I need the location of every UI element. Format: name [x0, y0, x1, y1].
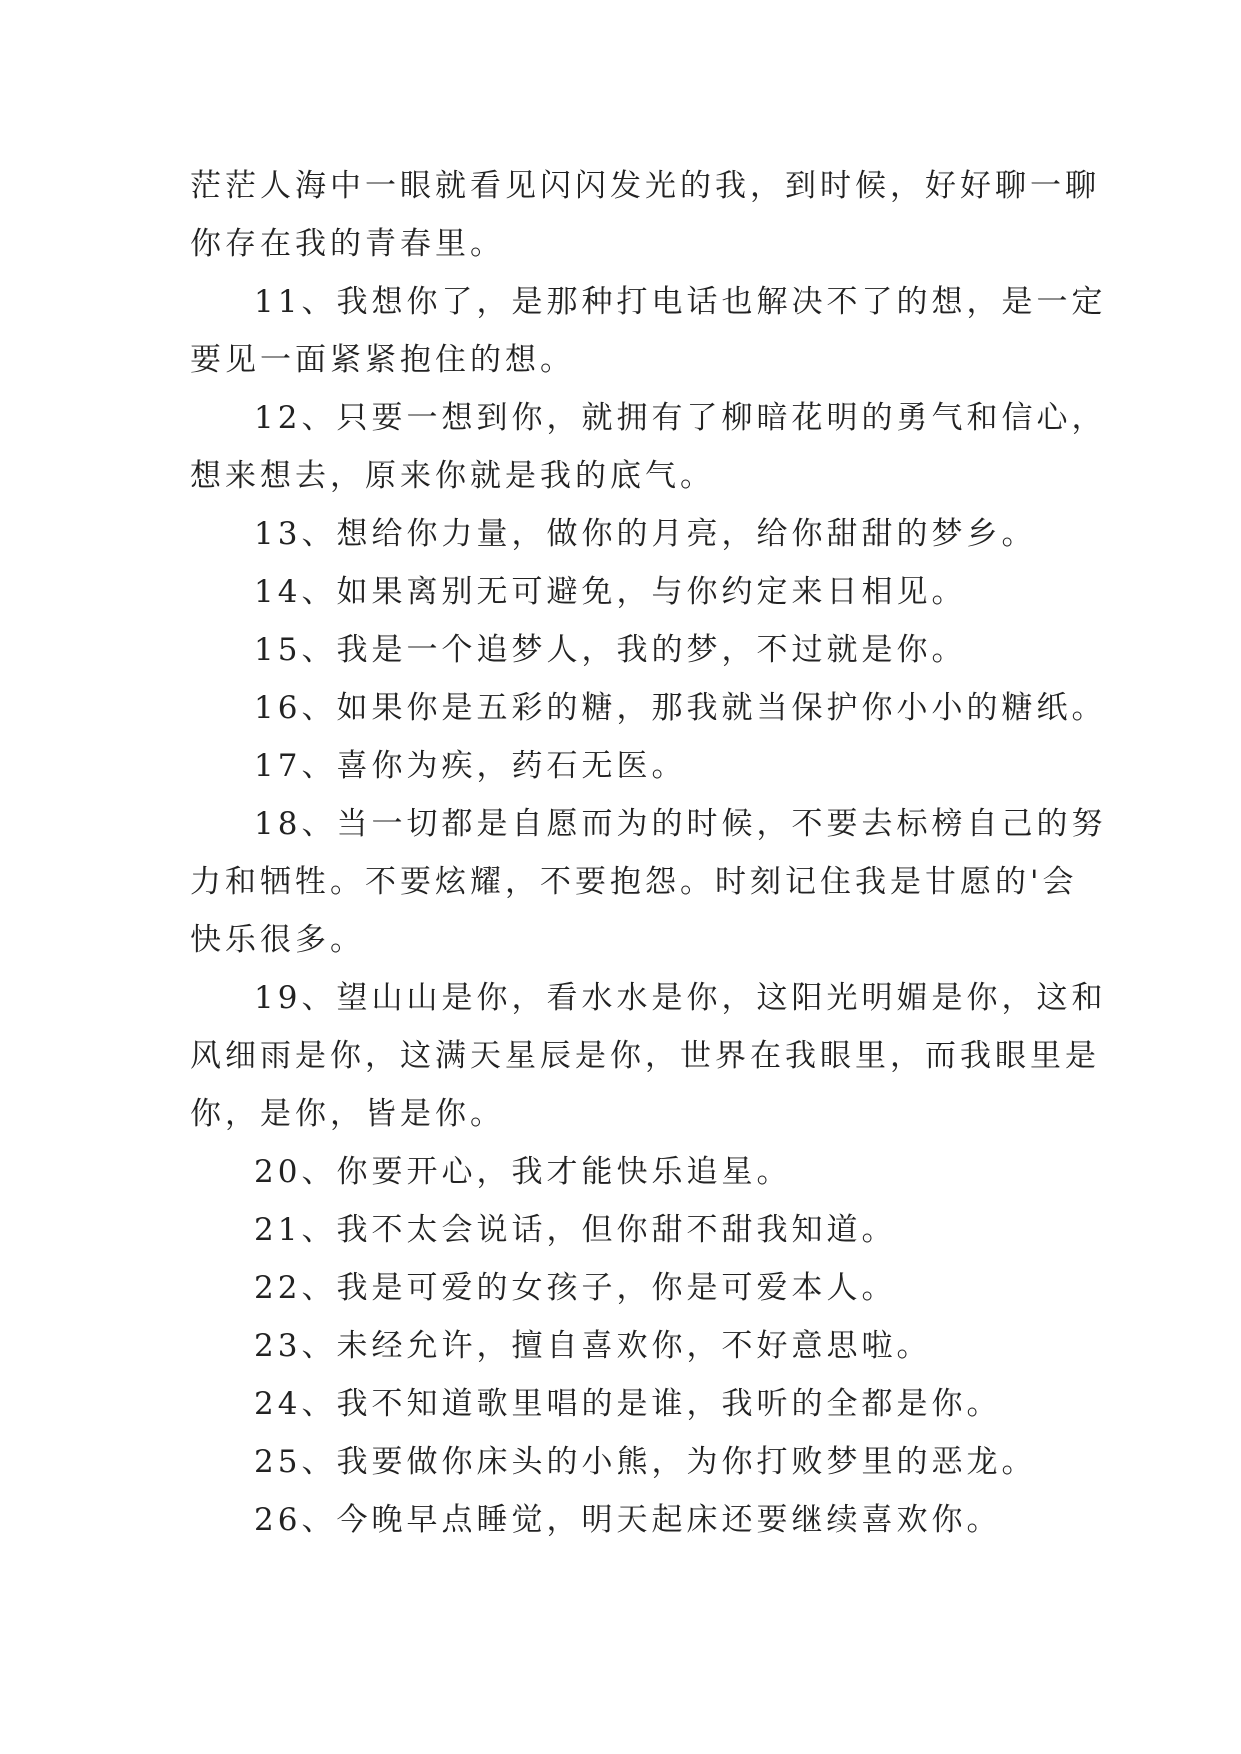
list-item-23: 23、未经允许，擅自喜欢你，不好意思啦。 [254, 1328, 932, 1364]
list-item-22: 22、我是可爱的女孩子，你是可爱本人。 [254, 1270, 897, 1306]
list-item-24: 24、我不知道歌里唱的是谁，我听的全都是你。 [254, 1386, 1002, 1422]
text-line: 要见一面紧紧抱住的想。 [190, 342, 575, 378]
document-body [190, 157, 1107, 1549]
list-item-21: 21、我不太会说话，但你甜不甜我知道。 [254, 1212, 897, 1248]
list-item-17: 17、喜你为疾，药石无医。 [254, 748, 687, 784]
list-item-13: 13、想给你力量，做你的月亮，给你甜甜的梦乡。 [254, 516, 1037, 552]
list-item-16: 16、如果你是五彩的糖，那我就当保护你小小的糖纸。 [254, 690, 1107, 726]
list-item-15: 15、我是一个追梦人，我的梦，不过就是你。 [254, 632, 967, 668]
list-item-14: 14、如果离别无可避免，与你约定来日相见。 [254, 574, 967, 610]
text-line: 你存在我的青春里。 [190, 226, 505, 262]
list-item-11: 11、我想你了，是那种打电话也解决不了的想，是一定 [254, 284, 1107, 320]
list-item-25: 25、我要做你床头的小熊，为你打败梦里的恶龙。 [254, 1444, 1037, 1480]
text-line: 茫茫人海中一眼就看见闪闪发光的我，到时候，好好聊一聊 [190, 168, 1100, 204]
list-item-19: 19、望山山是你，看水水是你，这阳光明媚是你，这和 [254, 980, 1107, 1016]
list-item-26: 26、今晚早点睡觉，明天起床还要继续喜欢你。 [254, 1502, 1002, 1538]
list-item-20: 20、你要开心，我才能快乐追星。 [254, 1154, 792, 1190]
list-item-12: 12、只要一想到你，就拥有了柳暗花明的勇气和信心， [254, 400, 1107, 436]
text-line: 你，是你，皆是你。 [190, 1096, 505, 1132]
text-line: 力和牺牲。不要炫耀，不要抱怨。时刻记住我是甘愿的'会 [190, 864, 1078, 900]
text-line: 风细雨是你，这满天星辰是你，世界在我眼里，而我眼里是 [190, 1038, 1100, 1074]
text-line: 想来想去，原来你就是我的底气。 [190, 458, 715, 494]
text-line: 快乐很多。 [190, 922, 365, 958]
list-item-18: 18、当一切都是自愿而为的时候，不要去标榜自己的努 [254, 806, 1107, 842]
